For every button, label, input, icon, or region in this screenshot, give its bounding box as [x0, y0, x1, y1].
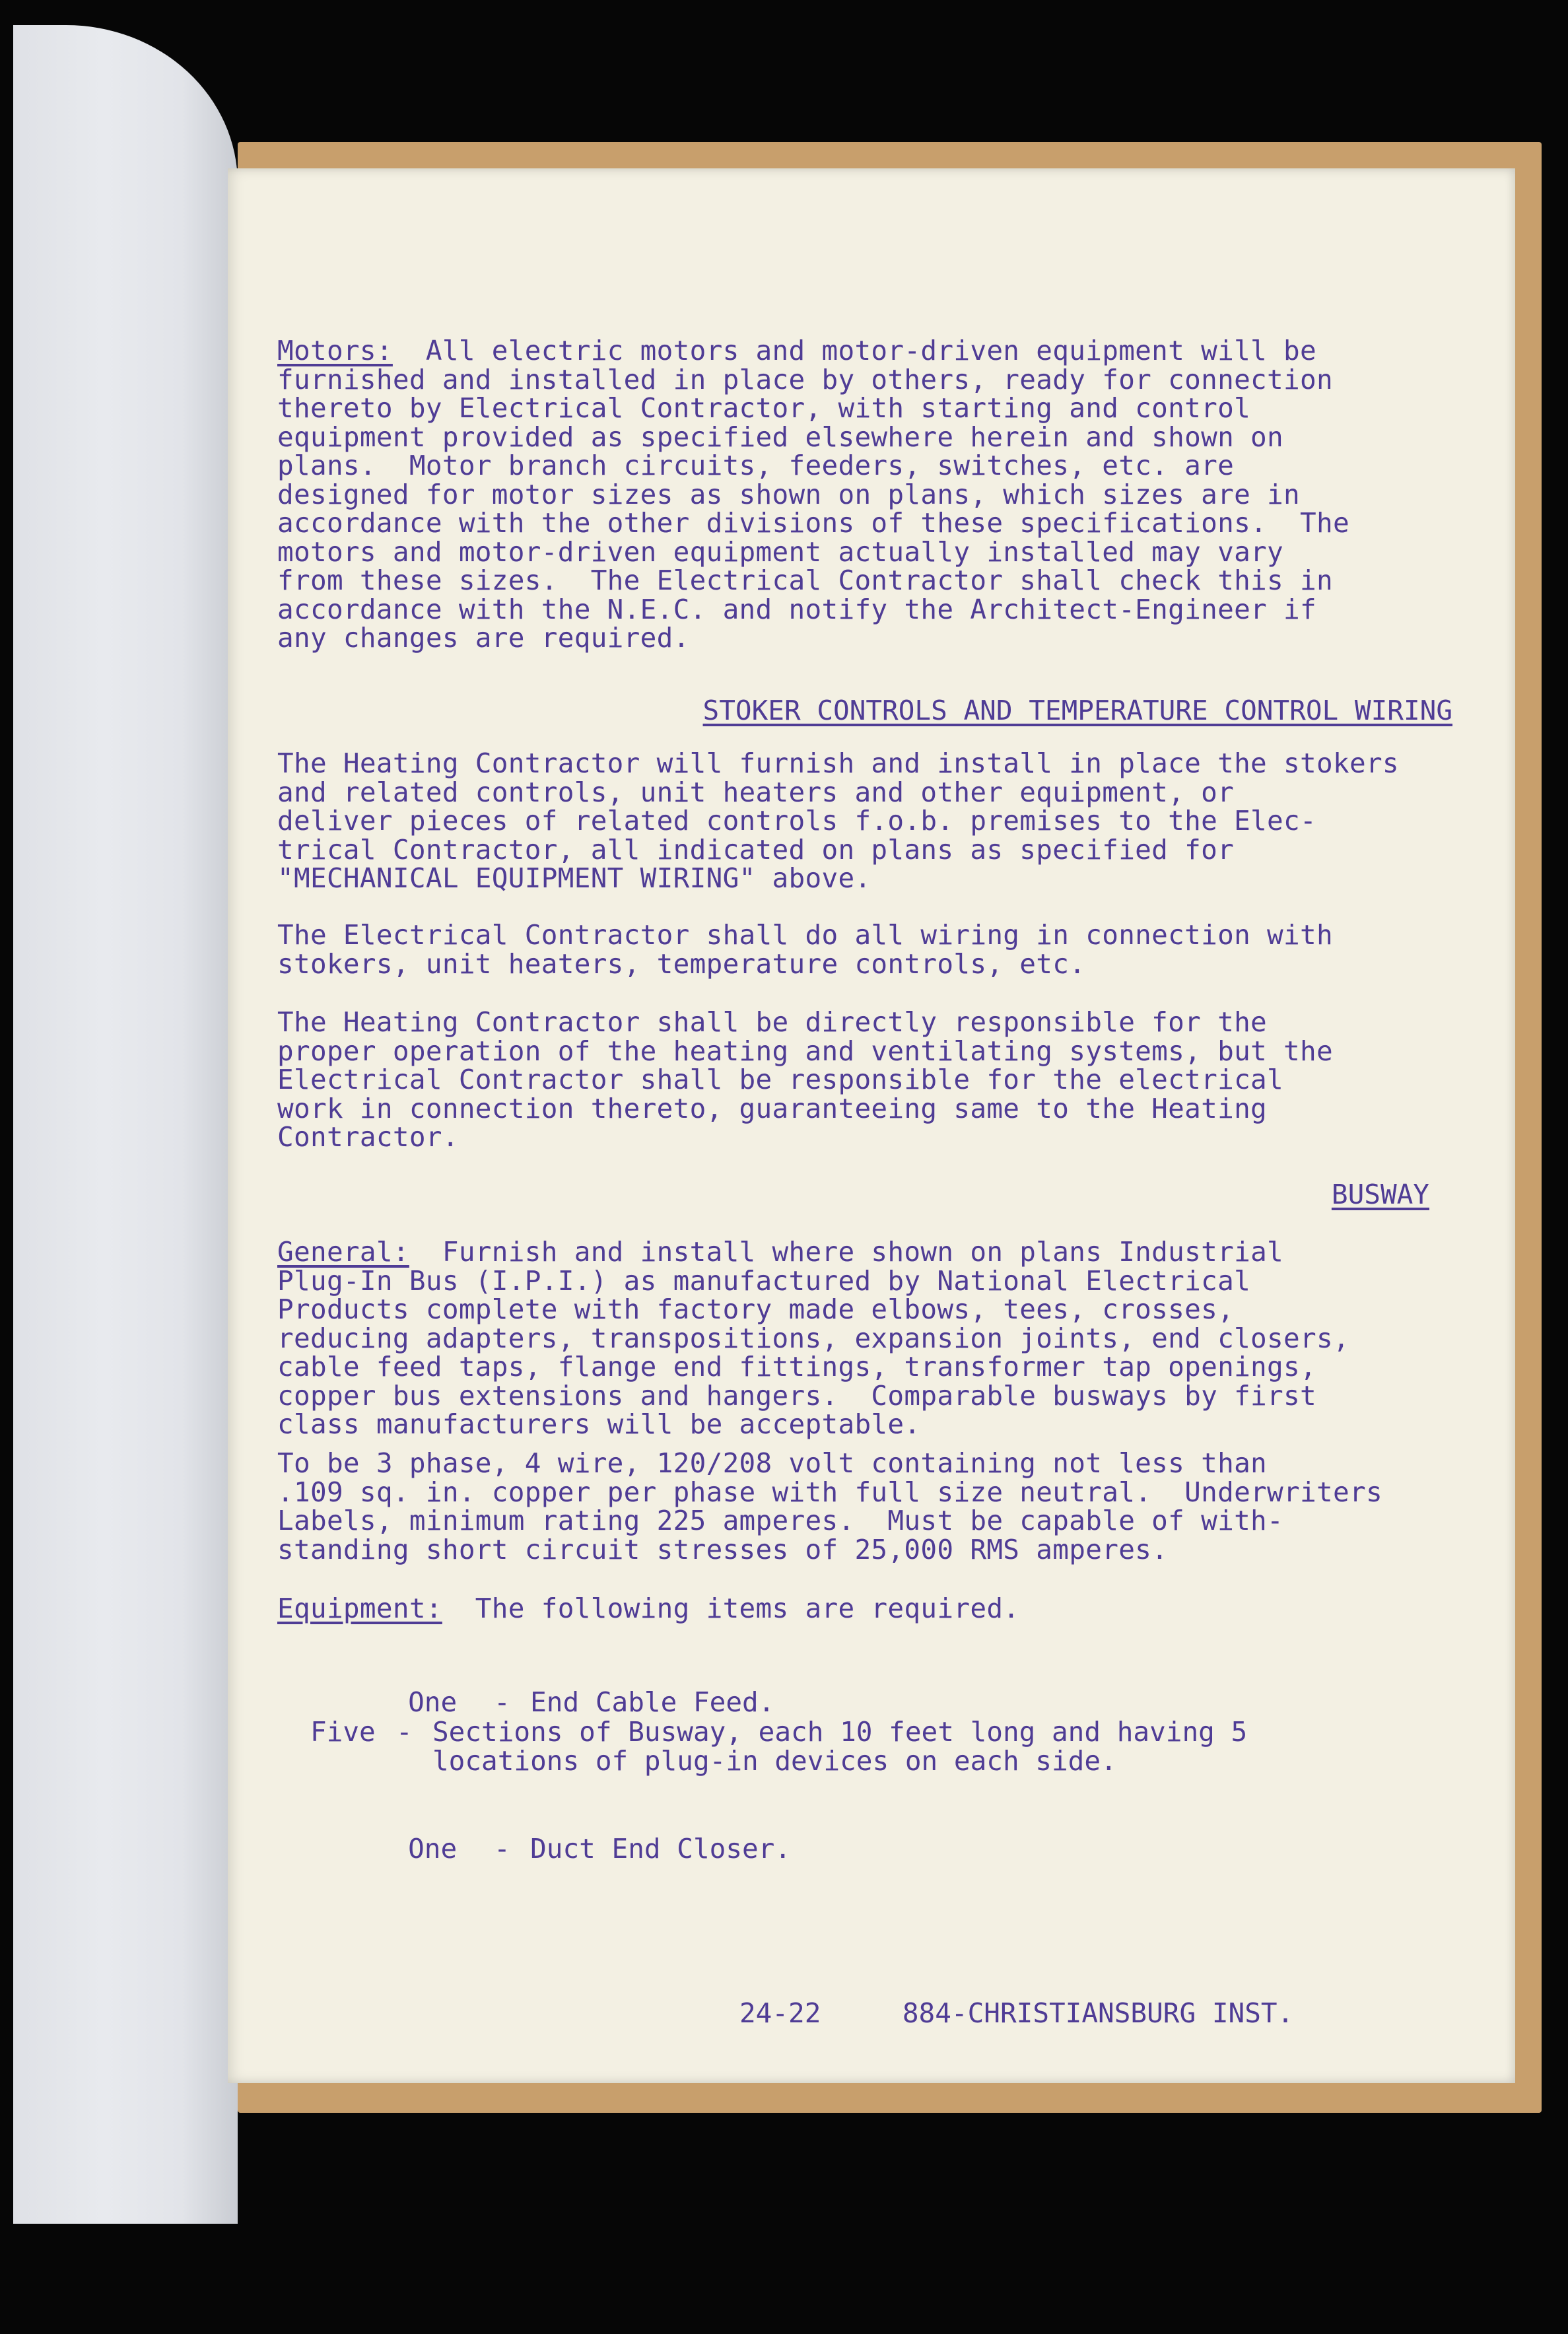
item-qty: One — [408, 1686, 458, 1718]
equipment-paragraph — [277, 1595, 1019, 1624]
stoker-text-3: The Heating Contractor shall be directly responsible for the proper operation of the heating and ventilating systems, but the Electrical Contractor shall be responsible for the electrical work in connection thereto, guaranteeing same to the Heating Contractor. — [277, 1006, 1333, 1153]
motors-text: All electric motors and motor-driven equipment will be furnished and installed in place by others, ready for connection thereto by Electrical Contractor, with starting and control equipment provided as specified elsewhere herein and shown on plans. Motor branch circuits, feeders, switches, etc. are designed for motor sizes as shown on plans, which sizes are in accordance with the other divisions of these specifications. The motors and motor-driven equipment actually installed may vary from these sizes. The Electrical Contractor shall check this in accordance with the N.E.C. and notify the Architect-Engineer if any changes are required. — [277, 335, 1349, 654]
item-desc: End Cable Feed. — [530, 1686, 775, 1718]
stoker-paragraph-3 — [277, 1008, 1333, 1152]
item-dash: - — [494, 1686, 510, 1718]
project-name: 884-CHRISTIANSBURG INST. — [902, 1997, 1294, 2029]
general-label: General: — [277, 1236, 409, 1268]
busway-general-paragraph — [277, 1238, 1349, 1439]
item-qty: Five — [310, 1716, 376, 1748]
item-desc: Sections of Busway, each 10 feet long and having 5 locations of plug-in devices on each side. — [432, 1716, 1248, 1777]
equipment-label: Equipment: — [277, 1593, 442, 1624]
stoker-paragraph-2 — [277, 921, 1333, 978]
item-desc: Duct End Closer. — [530, 1832, 792, 1865]
equipment-text: The following items are required. — [442, 1593, 1020, 1624]
general-text: Furnish and install where shown on plans Industrial Plug-In Bus (I.P.I.) as manufactured by National Electrical Products complete with factory made elbows, tees, crosses, reducing adapters, transpositions, expansion joints, end closers, cable feed taps, flange end fittings, transformer tap openings, copper bus extensions and hangers. Comparable busways by first class manufacturers will be acceptable. — [277, 1236, 1349, 1440]
page-footer — [739, 1997, 1293, 2029]
stoker-heading: STOKER CONTROLS AND TEMPERATURE CONTROL WIRING — [702, 695, 1452, 726]
list-item — [310, 1718, 1247, 1775]
motors-label: Motors: — [277, 335, 393, 366]
busway-spec-text: To be 3 phase, 4 wire, 120/208 volt containing not less than .109 sq. in. copper per phase with full size neutral. Underwriters Labels, minimum rating 225 amperes. Must be capable of with- standing short circuit stresses of 25,000 RMS amperes. — [277, 1447, 1382, 1565]
stoker-text-2: The Electrical Contractor shall do all wiring in connection with stokers, unit heaters, temperature controls, etc. — [277, 919, 1333, 980]
busway-heading: BUSWAY — [1331, 1179, 1429, 1210]
busway-spec-paragraph — [277, 1449, 1382, 1564]
document-page — [228, 168, 1515, 2083]
item-dash: - — [396, 1716, 413, 1748]
stoker-text-1: The Heating Contractor will furnish and install in place the stokers and related controls, unit heaters and other equipment, or deliver pieces of related controls f.o.b. premises to the Elec- trical Contractor, all indicated on plans as specified for "MECHANICAL EQUIPMENT WIRING" above. — [277, 747, 1399, 894]
item-qty: One — [408, 1832, 458, 1865]
list-item — [310, 1806, 791, 1892]
stoker-paragraph-1 — [277, 749, 1399, 893]
page-number: 24-22 — [739, 1997, 821, 2029]
item-dash: - — [494, 1832, 510, 1865]
motors-paragraph — [277, 337, 1349, 653]
facing-blank-page — [13, 25, 238, 2224]
